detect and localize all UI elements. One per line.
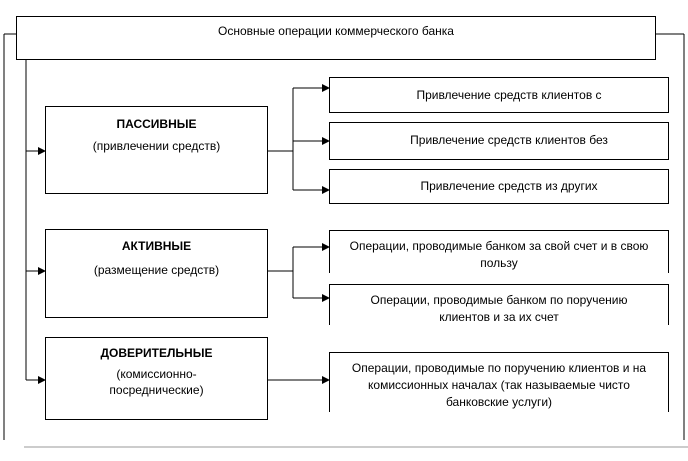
category-active — [45, 229, 268, 318]
active-item-2-text: Операции, проводимые банком по поручению клиентов и за их счет — [370, 293, 628, 324]
category-passive-sub: (привлечении средств) — [92, 139, 221, 153]
diagram-title: Основные операции коммерческого банка — [218, 24, 454, 38]
active-item-1-text: Операции, проводимые банком за свой счет и в свою пользу — [349, 239, 649, 270]
category-active-sub: (размещение средств) — [93, 263, 220, 277]
category-active-name: АКТИВНЫЕ — [121, 239, 192, 253]
passive-item-2-text: Привлечение средств клиентов без — [410, 133, 608, 147]
category-passive-name: ПАССИВНЫЕ — [116, 117, 197, 131]
trust-item-1 — [329, 352, 669, 412]
title-box — [16, 16, 656, 60]
passive-item-3 — [329, 169, 669, 204]
active-item-1 — [329, 230, 669, 273]
category-trust-name: ДОВЕРИТЕЛЬНЫЕ — [100, 346, 213, 360]
passive-item-1 — [329, 77, 669, 113]
category-trust — [45, 337, 268, 420]
category-trust-sub-2: посреднические) — [109, 383, 204, 397]
passive-item-1-text: Привлечение средств клиентов с — [416, 88, 602, 102]
category-passive — [45, 106, 268, 194]
trust-item-1-text: Операции, проводимые по поручению клиентов и на комиссионных началах (так называемые чисто банковские услуги) — [351, 361, 647, 409]
active-item-2 — [329, 284, 669, 325]
passive-item-3-text: Привлечение средств из других — [420, 179, 598, 193]
category-trust-sub-1: (комиссионно- — [116, 367, 197, 381]
passive-item-2 — [329, 122, 669, 160]
